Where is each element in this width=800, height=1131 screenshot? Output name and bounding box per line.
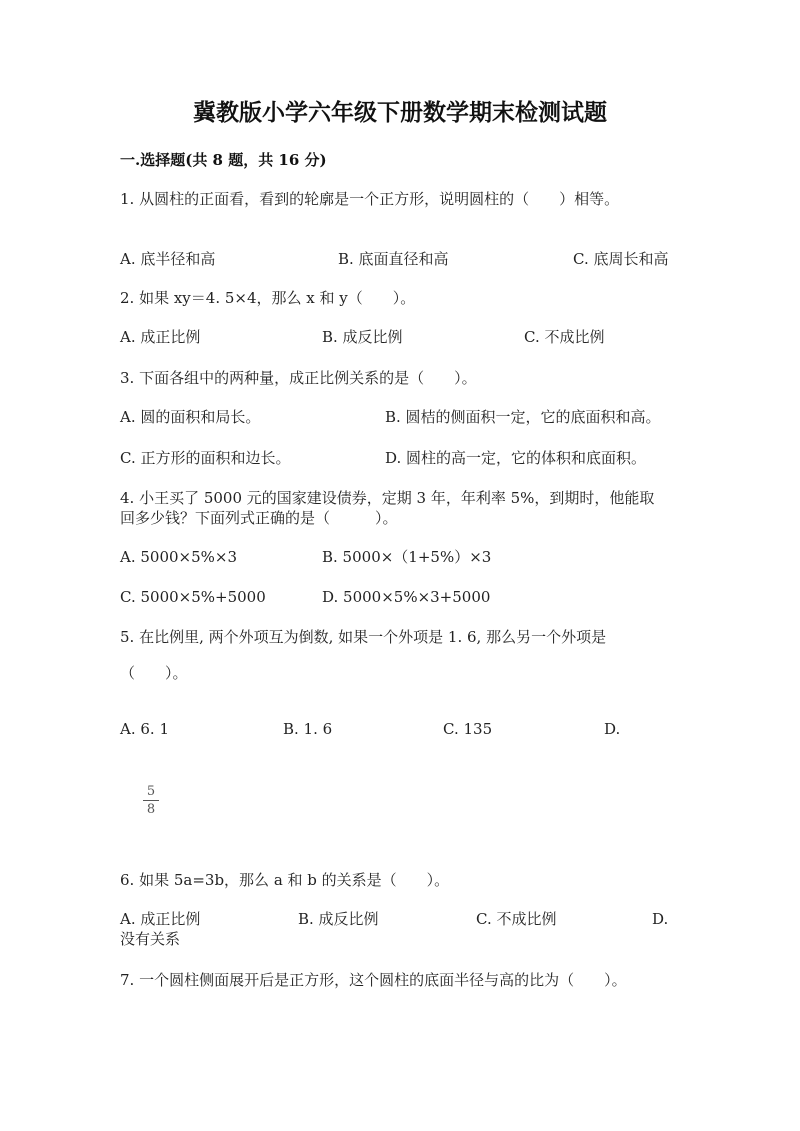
question-7: 7. 一个圆柱侧面展开后是正方形，这个圆柱的底面半径与高的比为（ ）。 <box>120 971 627 989</box>
q1-option-b[interactable]: B. 底面直径和高 <box>338 250 449 268</box>
fraction-denominator: 8 <box>146 802 156 817</box>
q6-option-d[interactable]: D. <box>652 910 669 928</box>
q2-option-b[interactable]: B. 成反比例 <box>322 328 403 346</box>
question-5-line-1: 5. 在比例里, 两个外项互为倒数, 如果一个外项是 1. 6, 那么另一个外项是 <box>120 628 607 646</box>
q6-option-a[interactable]: A. 成正比例 <box>120 910 201 928</box>
q3-option-c[interactable]: C. 正方形的面积和边长。 <box>120 449 291 467</box>
question-5-line-2: （ ）。 <box>120 664 188 682</box>
question-3: 3. 下面各组中的两种量，成正比例关系的是（ ）。 <box>120 369 477 387</box>
q4-option-c[interactable]: C. 5000×5%+5000 <box>120 588 266 606</box>
question-4-line-2: 回多少钱？下面列式正确的是（ ）。 <box>120 509 398 527</box>
q5-option-d-fraction <box>140 784 162 817</box>
question-6: 6. 如果 5a=3b，那么 a 和 b 的关系是（ ）。 <box>120 871 450 889</box>
question-1: 1. 从圆柱的正面看，看到的轮廓是一个正方形，说明圆柱的（ ）相等。 <box>120 190 620 208</box>
page-title: 冀教版小学六年级下册数学期末检测试题 <box>193 99 607 126</box>
q6-option-b[interactable]: B. 成反比例 <box>298 910 379 928</box>
q2-option-a[interactable]: A. 成正比例 <box>120 328 201 346</box>
fraction-numerator: 5 <box>146 784 156 799</box>
question-4-line-1: 4. 小王买了 5000 元的国家建设债券，定期 3 年，年利率 5%，到期时，他能取 <box>120 489 655 507</box>
fraction-bar <box>143 800 159 801</box>
q3-option-b[interactable]: B. 圆桔的侧面积一定，它的底面积和高。 <box>385 408 661 426</box>
q4-option-a[interactable]: A. 5000×5%×3 <box>120 548 238 566</box>
q4-option-d[interactable]: D. 5000×5%×3+5000 <box>322 588 491 606</box>
q5-option-d[interactable]: D. <box>604 720 621 738</box>
q6-option-d-continued: 没有关系 <box>120 930 181 948</box>
q5-option-a[interactable]: A. 6. 1 <box>120 720 169 738</box>
q5-option-c[interactable]: C. 135 <box>443 720 493 738</box>
section-heading: 一.选择题(共 8 题，共 16 分) <box>120 151 327 169</box>
q3-option-a[interactable]: A. 圆的面积和局长。 <box>120 408 261 426</box>
q4-option-b[interactable]: B. 5000×（1+5%）×3 <box>322 548 492 566</box>
q5-option-b[interactable]: B. 1. 6 <box>283 720 333 738</box>
q1-option-a[interactable]: A. 底半径和高 <box>120 250 216 268</box>
q3-option-d[interactable]: D. 圆柱的高一定，它的体积和底面积。 <box>385 449 647 467</box>
q1-option-c[interactable]: C. 底周长和高 <box>573 250 669 268</box>
q2-option-c[interactable]: C. 不成比例 <box>524 328 605 346</box>
q6-option-c[interactable]: C. 不成比例 <box>476 910 557 928</box>
question-2: 2. 如果 xy＝4. 5×4，那么 x 和 y（ ）。 <box>120 289 416 307</box>
